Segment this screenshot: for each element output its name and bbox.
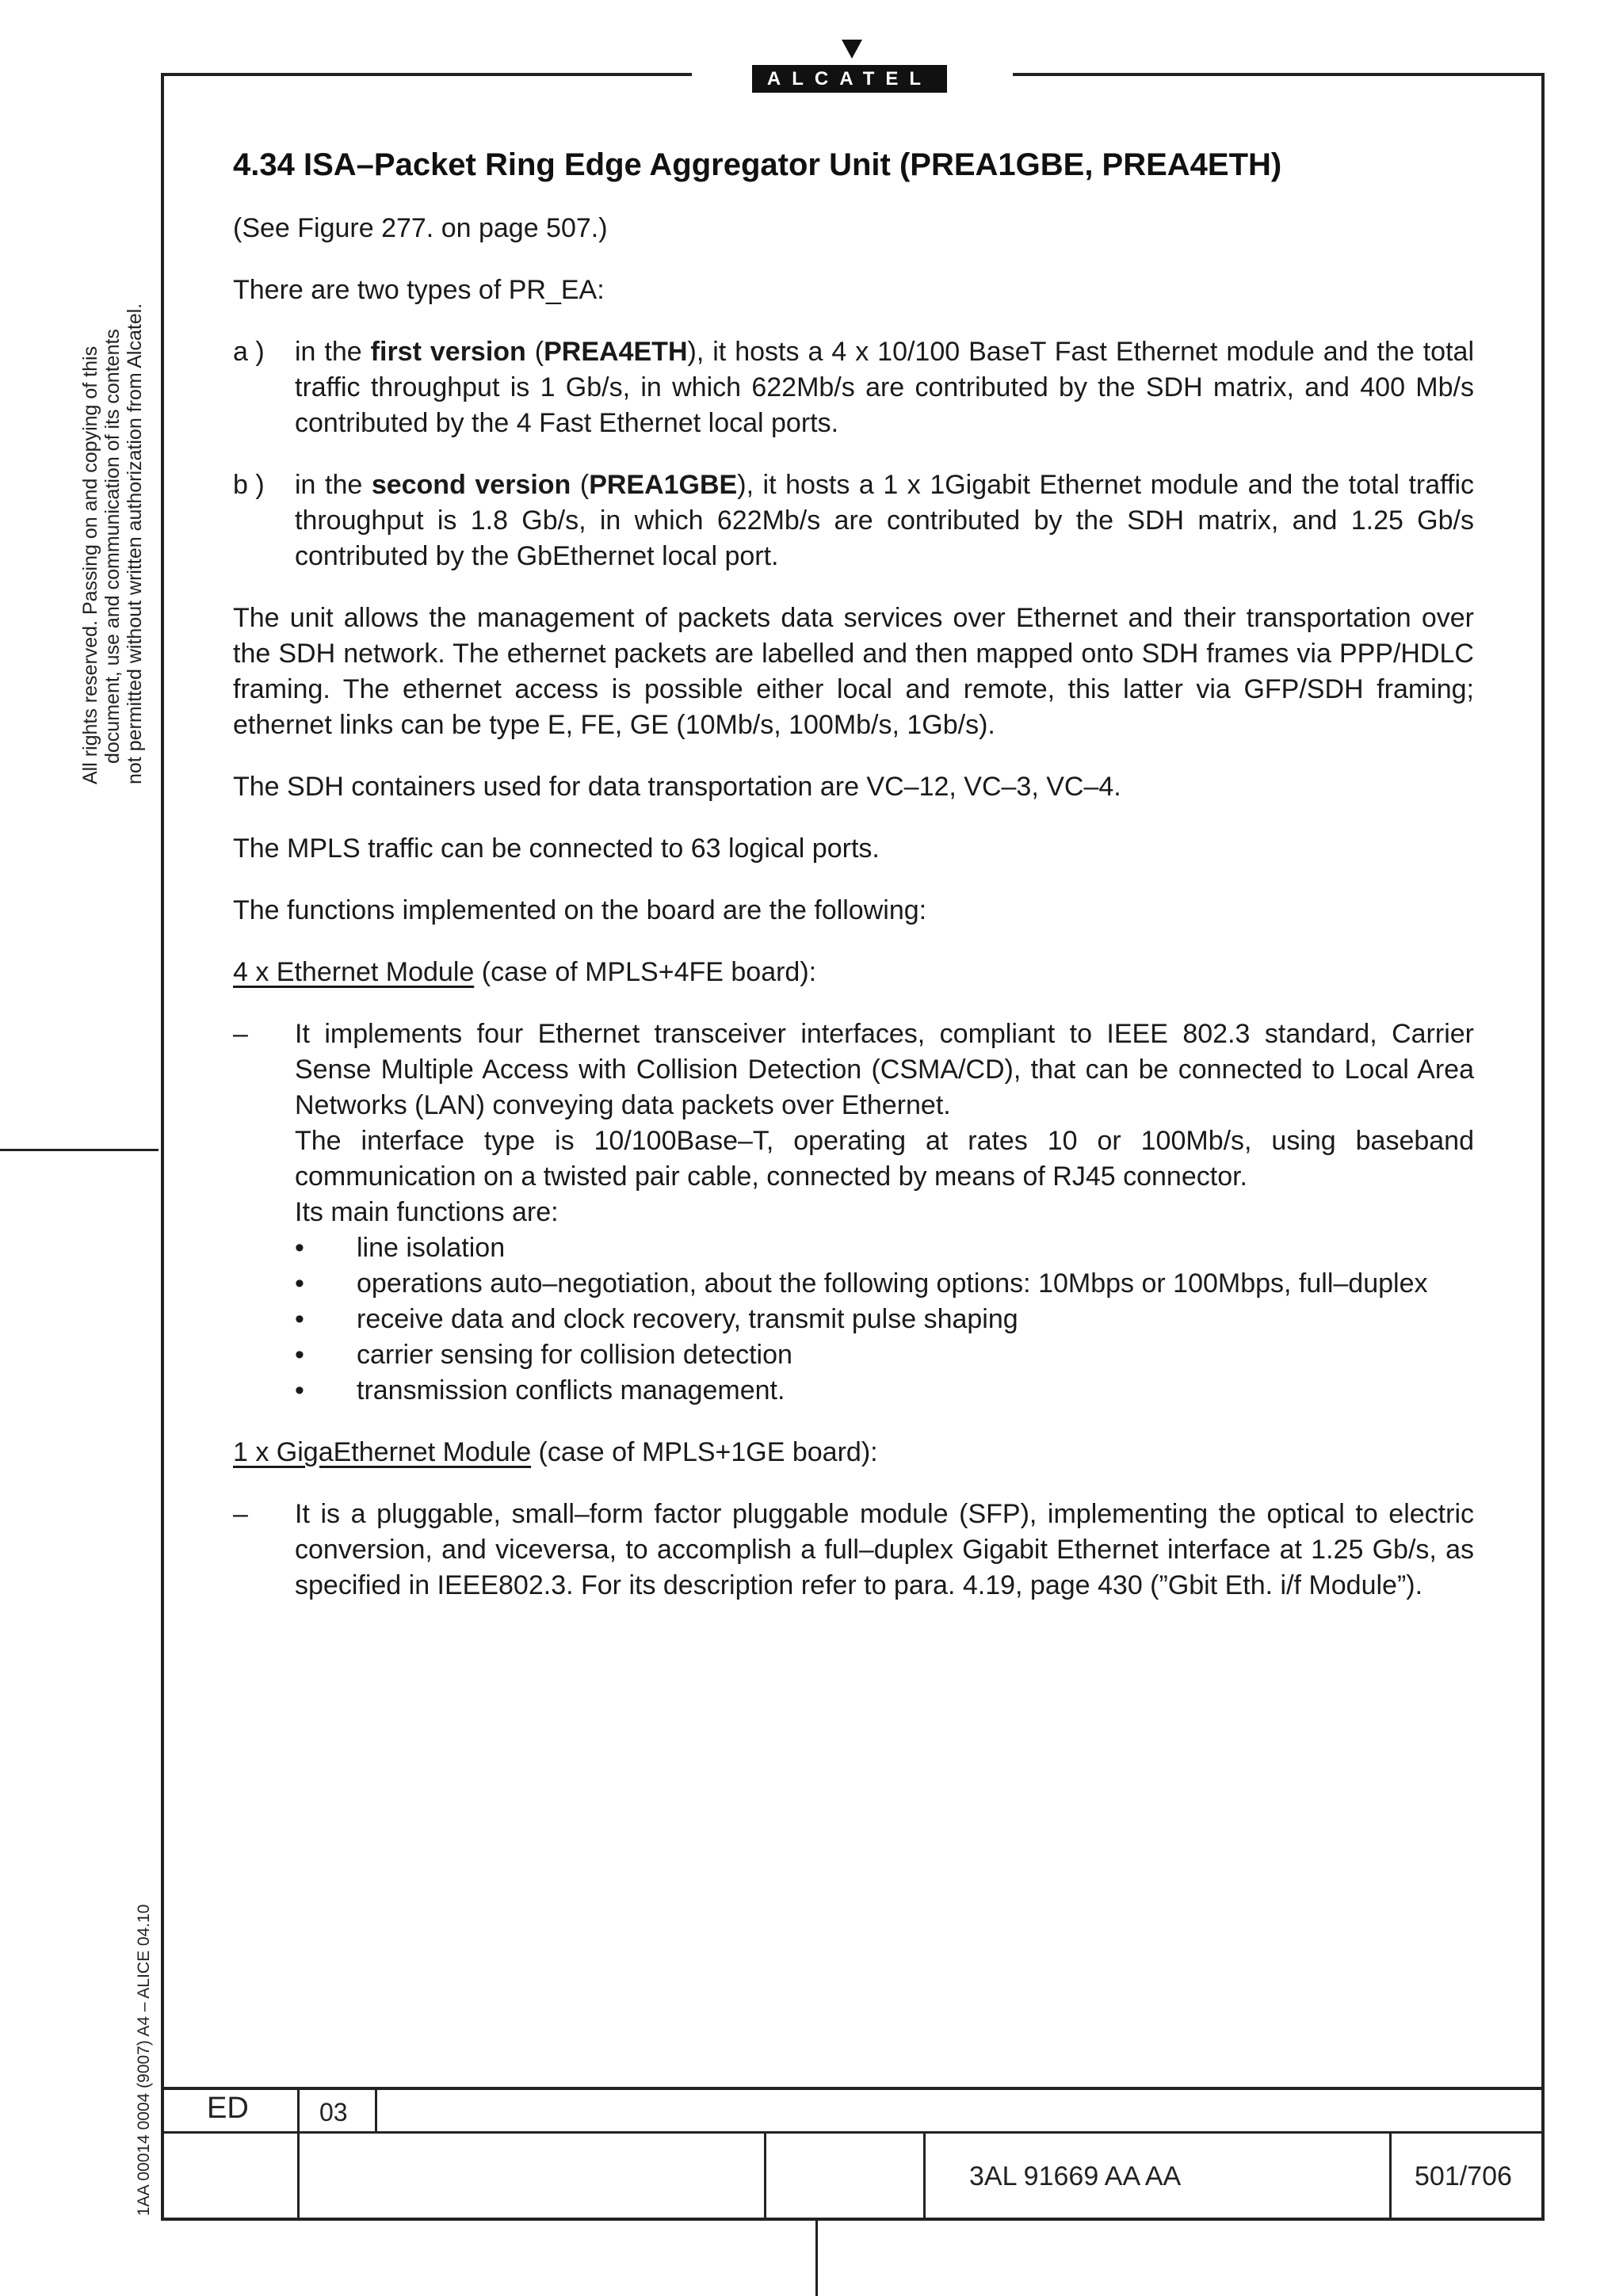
functions-intro: The functions implemented on the board are the following: <box>233 895 927 925</box>
section-title: 4.34 ISA–Packet Ring Edge Aggregator Unit (PREA1GBE, PREA4ETH) <box>233 147 1282 182</box>
ethernet-module-heading: 4 x Ethernet Module (case of MPLS+4FE board): <box>233 957 817 987</box>
list-item-b <box>233 467 1474 574</box>
footer-col-3 <box>764 2131 766 2221</box>
copyright-notice <box>79 303 146 784</box>
dash-marker: – <box>233 1499 248 1529</box>
gigaethernet-module-heading: 1 x GigaEthernet Module (case of MPLS+1GE board): <box>233 1437 878 1467</box>
footer-table <box>161 2087 1545 2221</box>
item-text <box>295 1016 1474 1409</box>
list-item: • line isolation <box>295 1230 1474 1266</box>
form-code: 1AA 00014 0004 (9007) A4 – ALICE 04.10 <box>135 1904 153 2216</box>
footer-col-4 <box>923 2131 926 2221</box>
eth-p2: The interface type is 10/100Base–T, operating at rates 10 or 100Mb/s, using baseband communication on a twisted pair cable, connected by means of RJ45 connector. <box>295 1126 1474 1192</box>
page-number: 501/706 <box>1415 2161 1512 2191</box>
footer-col-5 <box>1389 2131 1392 2221</box>
unit-description: The unit allows the management of packets data services over Ethernet and their transportation over the SDH network. The ethernet packets are labelled and then mapped onto SDH frames via PPP/HDLC framing. The ethernet access is possible either local and remote, this latter via GFP/SDH framing; ethernet links can be type E, FE, GE (10Mb/s, 100Mb/s, 1Gb/s). <box>233 603 1474 740</box>
item-label: b ) <box>233 470 265 500</box>
logo-triangle-icon <box>842 40 862 59</box>
copyright-line-1: All rights reserved. Passing on and copying of this <box>79 345 101 784</box>
edition-value: 03 <box>319 2098 348 2126</box>
ge-p1: It is a pluggable, small–form factor pluggable module (SFP), implementing the optical to electric conversion, and viceversa, to accomplish a full–duplex Gigabit Ethernet interface at 1.25 Gb/s, as specified in IEEE802.3. For its description refer to para. 4.19, page 430 (”Gbit Eth. i/f Module”). <box>295 1499 1474 1600</box>
eth-p3: Its main functions are: <box>295 1197 559 1227</box>
ethernet-module-item <box>233 1016 1474 1409</box>
footer-mid-rule <box>161 2131 1545 2134</box>
list-item: • receive data and clock recovery, transmit pulse shaping <box>295 1302 1474 1337</box>
see-figure-ref: (See Figure 277. on page 507.) <box>233 213 608 243</box>
list-item-a <box>233 334 1474 441</box>
copyright-line-3: not permitted without written authorization from Alcatel. <box>124 303 146 784</box>
item-text <box>295 1497 1474 1604</box>
dash-marker: – <box>233 1019 248 1049</box>
gigaethernet-module-item <box>233 1497 1474 1604</box>
footer-stub <box>815 2221 818 2296</box>
copyright-line-2: document, use and communication of its contents <box>101 329 124 764</box>
functions-list <box>295 1230 1474 1409</box>
main-content <box>233 143 1474 1630</box>
footer-col-1 <box>297 2087 300 2221</box>
item-text: in the first version (PREA4ETH), it hosts a 4 x 10/100 BaseT Fast Ethernet module and the total traffic throughput is 1 Gb/s, in which 622Mb/s are contributed by the SDH matrix, and 400 Mb/s contributed by the 4 Fast Ethernet local ports. <box>295 337 1475 438</box>
footer-top-rule <box>161 2087 1545 2090</box>
document-code: 3AL 91669 AA AA <box>969 2161 1182 2191</box>
sdh-containers: The SDH containers used for data transportation are VC–12, VC–3, VC–4. <box>233 772 1121 802</box>
margin-tick <box>0 1149 158 1151</box>
mpls-ports: The MPLS traffic can be connected to 63 logical ports. <box>233 833 880 864</box>
footer-col-2 <box>375 2087 377 2133</box>
item-label: a ) <box>233 337 265 367</box>
edition-label: ED <box>207 2092 249 2125</box>
alcatel-logo: ALCATEL <box>752 65 947 93</box>
list-item: • carrier sensing for collision detection <box>295 1337 1474 1373</box>
item-text: in the second version (PREA1GBE), it hosts a 1 x 1Gigabit Ethernet module and the total traffic throughput is 1.8 Gb/s, in which 622Mb/s are contributed by the SDH matrix, and 1.25 Gb/s contributed by the GbEthernet local port. <box>295 470 1474 571</box>
types-intro: There are two types of PR_EA: <box>233 275 605 305</box>
list-item: • transmission conflicts management. <box>295 1373 1474 1409</box>
list-item: • operations auto–negotiation, about the following options: 10Mbps or 100Mbps, full–duplex <box>295 1266 1474 1302</box>
eth-p1: It implements four Ethernet transceiver interfaces, compliant to IEEE 802.3 standard, Carrier Sense Multiple Access with Collision Detection (CSMA/CD), that can be connected to Local Area Networks (LAN) conveying data packets over Ethernet. <box>295 1019 1474 1120</box>
